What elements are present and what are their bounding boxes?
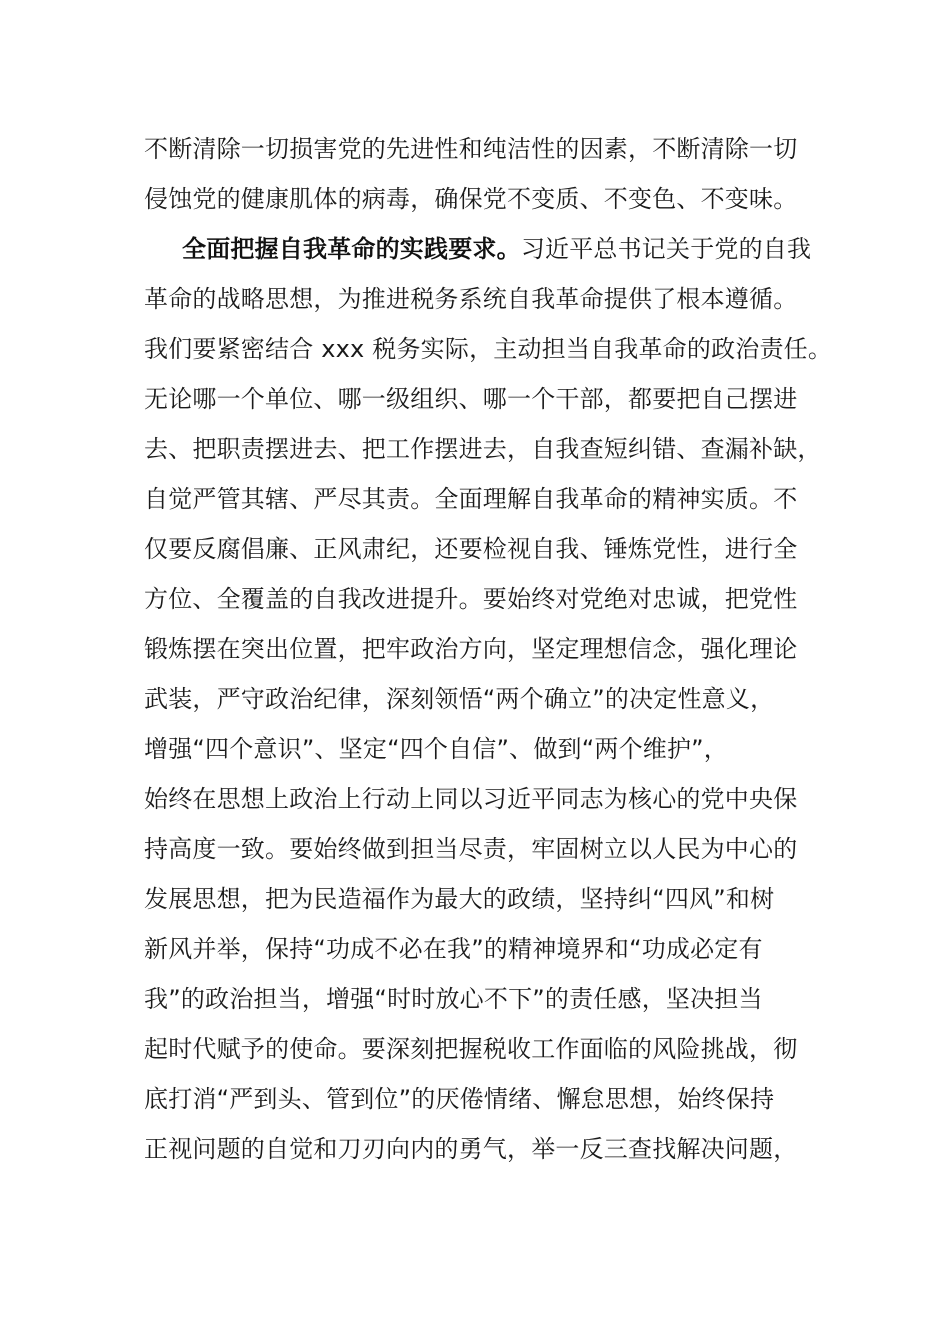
text-line: 仅要反腐倡廉、正风肃纪，还要检视自我、锤炼党性，进行全 (144, 535, 798, 563)
text-line: 起时代赋予的使命。要深刻把握税收工作面临的风险挑战，彻 (144, 1035, 798, 1063)
text-line: 正视问题的自觉和刀刃向内的勇气，举一反三查找解决问题， (144, 1135, 798, 1163)
text-line: 去、把职责摆进去、把工作摆进去，自我查短纠错、查漏补缺， (144, 435, 822, 463)
body-text (144, 124, 833, 1174)
bold-heading: 全面把握自我革命的实践要求。 (182, 235, 521, 263)
text-line: 不断清除一切损害党的先进性和纯洁性的因素，不断清除一切 (144, 135, 798, 163)
text-line: 侵蚀党的健康肌体的病毒，确保党不变质、不变色、不变味。 (144, 185, 798, 213)
text-line: 方位、全覆盖的自我改进提升。要始终对党绝对忠诚，把党性 (144, 585, 798, 613)
text-line: 革命的战略思想，为推进税务系统自我革命提供了根本遵循。 (144, 285, 798, 313)
text-line: 无论哪一个单位、哪一级组织、哪一个干部，都要把自己摆进 (144, 385, 798, 413)
text-line: 持高度一致。要始终做到担当尽责，牢固树立以人民为中心的 (144, 835, 798, 863)
text-line: 武装，严守政治纪律，深刻领悟“两个确立”的决定性意义， (144, 685, 775, 713)
text-line: 始终在思想上政治上行动上同以习近平同志为核心的党中央保 (144, 785, 798, 813)
text-line: 我”的政治担当，增强“时时放心不下”的责任感，坚决担当 (144, 985, 763, 1013)
text-line: 增强“四个意识”、坚定“四个自信”、做到“两个维护”， (144, 735, 728, 763)
heading-continuation: 习近平总书记关于党的自我 (520, 235, 812, 263)
text-line: 我们要紧密结合 xxx 税务实际，主动担当自我革命的政治责任。 (144, 335, 833, 363)
paragraph-heading-line (144, 224, 812, 274)
text-line: 新风并举，保持“功成不必在我”的精神境界和“功成必定有 (144, 935, 763, 963)
text-line: 底打消“严到头、管到位”的厌倦情绪、懈怠思想，始终保持 (144, 1085, 775, 1113)
text-line: 自觉严管其辖、严尽其责。全面理解自我革命的精神实质。不 (144, 485, 798, 513)
text-line: 发展思想，把为民造福作为最大的政绩，坚持纠“四风”和树 (144, 885, 775, 913)
text-line: 锻炼摆在突出位置，把牢政治方向，坚定理想信念，强化理论 (144, 635, 798, 663)
